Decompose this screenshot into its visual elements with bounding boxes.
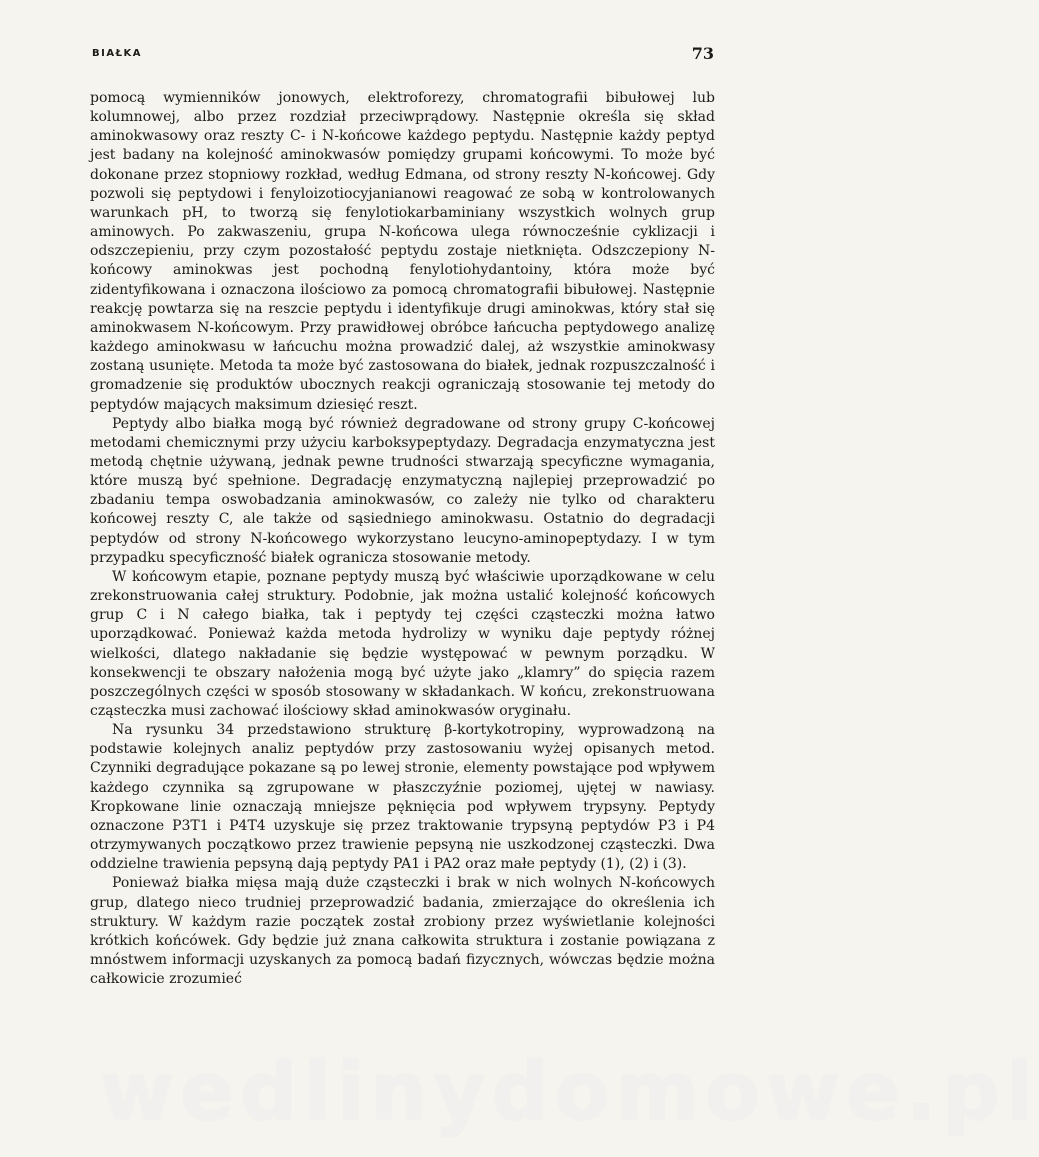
watermark: wedlinydomowe.pl — [100, 1045, 1039, 1138]
page-number: 73 — [691, 44, 714, 63]
paragraph: pomocą wymienników jonowych, elektroforezy, chromatografii bibułowej lub kolumnowej, albo przez rozdział przeciwprądowy. Następnie określa się skład aminokwasowy oraz reszty C- i N-końcowe każdego peptydu. Następnie każdy peptyd jest badany na kolejność aminokwasów pomiędzy grupami końcowymi. To może być dokonane przez stopniowy rozkład, według Edmana, od strony reszty N-końcowej. Gdy pozwoli się peptydowi i fenyloizotiocyjanianowi reagować ze sobą w kontrolowanych warunkach pH, to tworzą się fenylotiokarbaminiany wszystkich wolnych grup aminowych. Po zakwaszeniu, grupa N-końcowa ulega równocześnie cyklizacji i odszczepieniu, przy czym pozostałość peptydu zostaje nietknięta. Odszczepiony N-końcowy aminokwas jest pochodną fenylotiohydantoiny, która może być zidentyfikowana i oznaczona ilościowo za pomocą chromatografii bibułowej. Następnie reakcję powtarza się na reszcie peptydu i identyfikuje drugi aminokwas, który stał się aminokwasem N-końcowym. Przy prawidłowej obróbce łańcucha peptydowego analizę każdego aminokwasu w łańcuchu można prowadzić dalej, aż wszystkie aminokwasy zostaną usunięte. Metoda ta może być zastosowana do białek, jednak rozpuszczalność i gromadzenie się produktów ubocznych reakcji ograniczają stosowanie tej metody do peptydów mających maksimum dziesięć reszt. — [90, 90, 715, 413]
paragraph: Peptydy albo białka mogą być również degradowane od strony grupy C-końcowej metodami chemicznymi przy użyciu karboksypeptydazy. Degradacja enzymatyczna jest metodą chętnie używaną, jednak pewne trudności stwarzają specyficzne wymagania, które muszą być spełnione. Degradację enzymatyczną najlepiej przeprowadzić po zbadaniu tempa oswobadzania aminokwasów, co zależy nie tylko od charakteru końcowej reszty C, ale także od sąsiedniego aminokwasu. Ostatnio do degradacji peptydów od strony N-końcowego wykorzystano leucyno-aminopeptydazy. I w tym przypadku specyficzność białek ogranicza stosowanie metody. — [90, 415, 715, 566]
paragraph: W końcowym etapie, poznane peptydy muszą być właściwie uporządkowane w celu zrekonstruowania całej struktury. Podobnie, jak można ustalić kolejność końcowych grup C i N całego białka, tak i peptydy tej części cząsteczki można łatwo uporządkować. Ponieważ każda metoda hydrolizy w wyniku daje peptydy różnej wielkości, dlatego nakładanie się będzie występować w pewnym porządku. W konsekwencji te obszary nałożenia mogą być użyte jako „klamry” do spięcia razem poszczególnych części w sposób stosowany w składankach. W końcu, zrekonstruowana cząsteczka musi zachować ilościowy skład aminokwasów oryginału. — [90, 568, 715, 719]
paragraph: Ponieważ białka mięsa mają duże cząsteczki i brak w nich wolnych N-końcowych grup, dlatego nieco trudniej przeprowadzić badania, zmierzające do określenia ich struktury. W każdym razie początek został zrobiony przez wyświetlanie kolejności krótkich końcówek. Gdy będzie już znana całkowita struktura i zostanie powiązana z mnóstwem informacji uzyskanych za pomocą badań fizycznych, wówczas będzie można całkowicie zrozumieć — [90, 875, 715, 988]
running-head: BIAŁKA — [92, 48, 142, 59]
paragraph: Na rysunku 34 przedstawiono strukturę β-kortykotropiny, wyprowadzoną na podstawie kolejnych analiz peptydów przy zastosowaniu wyżej opisanych metod. Czynniki degradujące pokazane są po lewej stronie, elementy powstające pod wpływem każdego czynnika są zgrupowane w płaszczyźnie poziomej, ujętej w nawiasy. Kropkowane linie oznaczają mniejsze pęknięcia pod wpływem trypsyny. Peptydy oznaczone P3T1 i P4T4 uzyskuje się przez traktowanie trypsyną peptydów P3 i P4 otrzymywanych początkowo przez trawienie pepsyną nie uszkodzonej cząsteczki. Dwa oddzielne trawienia pepsyną dają peptydy PA1 i PA2 oraz małe peptydy (1), (2) i (3). — [90, 722, 715, 873]
body-text — [90, 89, 715, 989]
page-header — [92, 44, 714, 74]
